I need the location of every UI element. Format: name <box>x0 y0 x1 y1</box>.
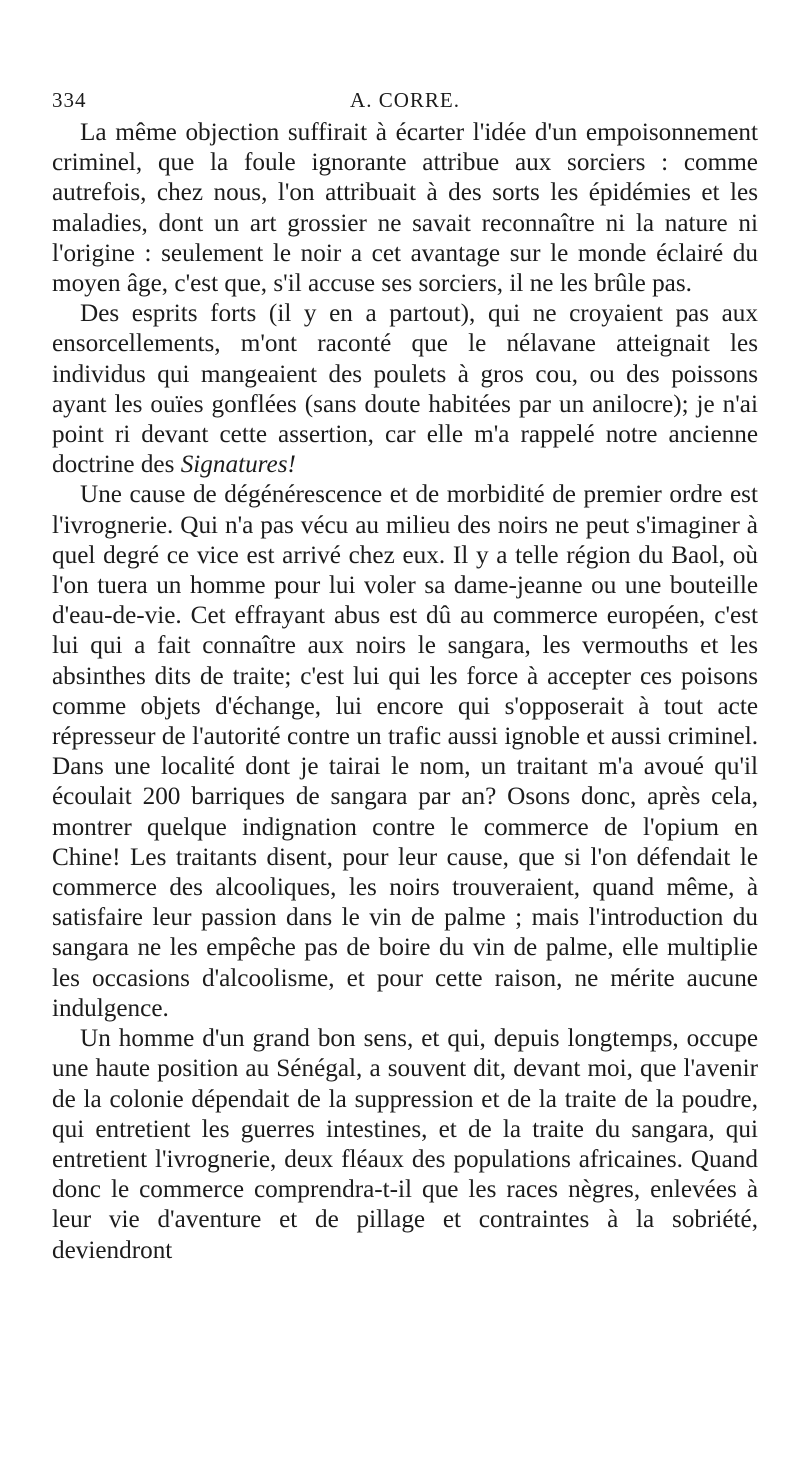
paragraph-homme-bon-sens: Un homme d'un grand bon sens, et qui, depuis longtemps, occupe une haute position au Sénégal, a souvent dit, devant moi, que l'avenir de la colonie dépendait de la suppression et de la traite de la poudre, qui entretient les guerres intestines, et de la traite du sangara, qui entretient l'ivrognerie, deux fléaux des populations africaines. Quand donc le commerce comprendra-t-il que les races nègres, enlevées à leur vie d'aventure et de pillage et contraintes à la sobriété, deviendront <box>52 1025 758 1264</box>
paragraph-esprits-forts <box>52 299 758 480</box>
paragraph-ivrognerie: Une cause de dégénérescence et de morbidité de premier ordre est l'ivrognerie. Qui n'a pas vécu au milieu des noirs ne peut s'imaginer à quel degré ce vice est arrivé chez eux. Il y a telle région du Baol, où l'on tuera un homme pour lui voler sa dame-jeanne ou une bouteille d'eau-de-vie. Cet effrayant abus est dû au commerce européen, c'est lui qui a fait connaître aux noirs le sangara, les vermouths et les absinthes dits de traite; c'est lui qui les force à accepter ces poisons comme objets d'échange, lui encore qui s'opposerait à tout acte répresseur de l'autorité contre un trafic aussi ignoble et aussi criminel. Dans une localité dont je tairai le nom, un traitant m'a avoué qu'il écoulait 200 barriques de sangara par an? Osons donc, après cela, montrer quelque indignation contre le commerce de l'opium en Chine! Les traitants disent, pour leur cause, que si l'on défendait le commerce des alcooliques, les noirs trouveraient, quand même, à satisfaire leur passion dans le vin de palme ; mais l'introduction du sangara ne les empêche pas de boire du vin de palme, elle multiplie les occasions d'alcoolisme, et pour cette raison, ne mérite aucune indulgence. <box>52 481 758 1022</box>
running-head-author: A. CORRE. <box>350 88 460 112</box>
paragraph-text: Des esprits forts (il y en a partout), qui ne croyaient pas aux ensorcellements, m'ont raconté que le nélavane atteignait les individus qui mangeaient des poulets à gros cou, ou des poissons ayant les ouïes gonflées (sans doute habitées par un anilocre); je n'ai point ri devant cette assertion, car elle m'a rappelé notre ancienne doctrine des <box>52 300 758 479</box>
paragraph-sorcery: La même objection suffirait à écarter l'idée d'un empoisonnement criminel, que la foule ignorante attribue aux sorciers : comme autrefois, chez nous, l'on attribuait à des sorts les épidémies et les maladies, dont un art grossier ne savait reconnaître ni la nature ni l'origine : seulement le noir a cet avantage sur le monde éclairé du moyen âge, c'est que, s'il accuse ses sorciers, il ne les brûle pas. <box>52 119 758 298</box>
running-head <box>52 88 758 118</box>
book-page <box>52 88 758 1266</box>
emphasized-term: Signatures! <box>180 451 296 479</box>
page-number: 334 <box>52 88 87 112</box>
body-text <box>52 118 758 1266</box>
